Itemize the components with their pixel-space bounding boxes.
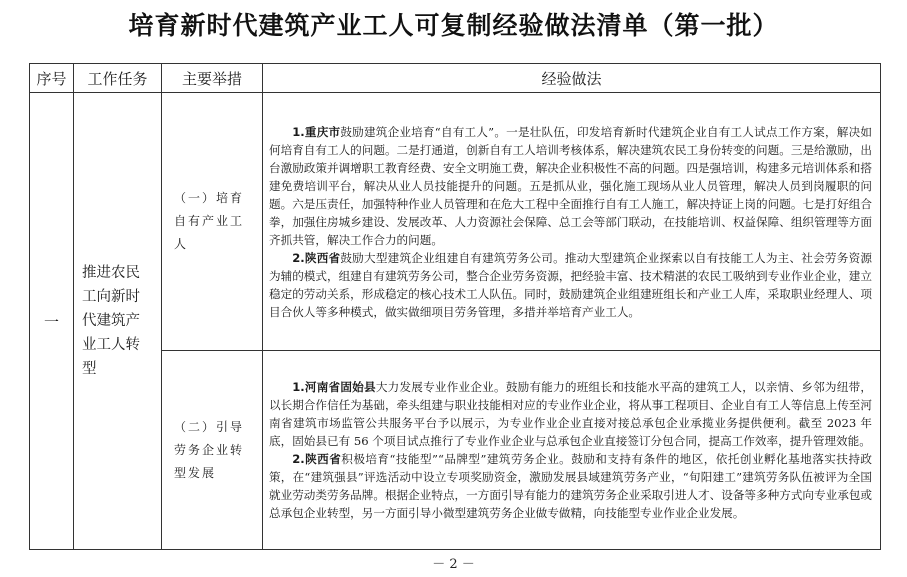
- page-number: － 2 －: [432, 557, 475, 572]
- item-number: 2.: [292, 250, 305, 265]
- item-number: 1.: [292, 380, 305, 394]
- item-text: 鼓励大型建筑企业组建自有建筑劳务公司。推动大型建筑企业探索以自有技能工人为主、社会劳务资源为辅的模式，组建自有建筑劳务公司，整合企业劳务资源，把经验丰富、技术精湛的农民工吸纳到专业作业企业，建立稳定的劳动关系，形成稳定的核心技术工人队伍。同时，鼓励建筑企业组建班组长和产业工人库，采取职业经理人、项目合伙人等多种模式，做实做细项目劳务管理，多措并举培育产业工人。: [269, 250, 872, 319]
- experience-item: [269, 450, 872, 522]
- item-region: 陕西省: [304, 452, 342, 466]
- item-text: 鼓励建筑企业培育“自有工人”。一是壮队伍，印发培育新时代建筑企业自有工人试点工作方案，解决如何培育自有工人的问题。二是打通道，创新自有工人培训考核体系，解决建筑农民工身份转变的问题。三是给激励，出台激励政策并调增职工教育经费、安全文明施工费，解决企业积极性不高的问题。四是强培训，构建多元培训体系和搭建免费培训平台，解决从业人员技能提升的问题。五是抓从业，强化施工现场从业人员管理，解决人员到岗履职的问题。六是压责任，加强特种作业人员管理和在危大工程中全面推行自有工人施工，解决持证上岗的问题。七是打好组合拳，加强住房城乡建设、发展改革、人力资源社会保障、总工会等部门联动，在技能培训、权益保障、组织管理等方面齐抓共管，解决工作合力的问题。: [269, 124, 872, 247]
- item-text: 大力发展专业作业企业。鼓励有能力的班组长和技能水平高的建筑工人，以亲情、乡邻为纽带，以长期合作信任为基础，牵头组建与职业技能相对应的专业作业企业，将从事工程项目、企业自有工人等信息上传至河南省建筑市场监管公共服务平台予以展示，为专业作业企业直接对接总承包企业承揽业务提供便利。截至 2023 年底，固始县已有 56 个项目试点推行了专业作业企业与总承包企业直接签订分包合同，提高工作效率，提升管理效能。: [269, 380, 872, 448]
- item-number: 1.: [292, 124, 305, 139]
- item-text: 积极培育“技能型”“品牌型”建筑劳务企业。鼓励和支持有条件的地区，依托创业孵化基地落实扶持政策，在“建筑强县”评选活动中设立专项奖励资金，激励发展县域建筑劳务产业，“旬阳建工”建筑劳务队伍被评为全国就业劳动类劳务品牌。根据企业特点，一方面引导有能力的建筑劳务企业采取引进人才、设备等多种方式向专业承包或总承包企业转型，另一方面引导小微型建筑劳务企业做专做精，向技能型专业作业企业发展。: [269, 452, 872, 520]
- row-task: 推进农民工向新时代建筑产业工人转型: [74, 93, 162, 550]
- measure-2: （二）引导劳务企业转型发展: [162, 351, 263, 550]
- header-experience: 经验做法: [263, 64, 881, 93]
- measure-1: （一）培育自有产业工人: [162, 93, 263, 351]
- item-region: 重庆市: [304, 124, 341, 139]
- experience-table: [29, 63, 881, 550]
- header-task: 工作任务: [74, 64, 162, 93]
- experience-cell-2: [263, 351, 881, 550]
- experience-item: [269, 378, 872, 450]
- header-measure: 主要举措: [162, 64, 263, 93]
- table-row: [30, 93, 881, 351]
- experience-item: [269, 123, 872, 249]
- document-title: 培育新时代建筑产业工人可复制经验做法清单（第一批）: [128, 11, 779, 40]
- experience-item: [269, 249, 872, 321]
- row-seq: 一: [30, 93, 74, 550]
- item-number: 2.: [292, 452, 305, 466]
- item-region: 陕西省: [304, 250, 341, 265]
- item-region: 河南省固始县: [304, 380, 376, 394]
- experience-cell-1: [263, 93, 881, 351]
- header-row: [30, 64, 881, 93]
- header-seq: 序号: [30, 64, 74, 93]
